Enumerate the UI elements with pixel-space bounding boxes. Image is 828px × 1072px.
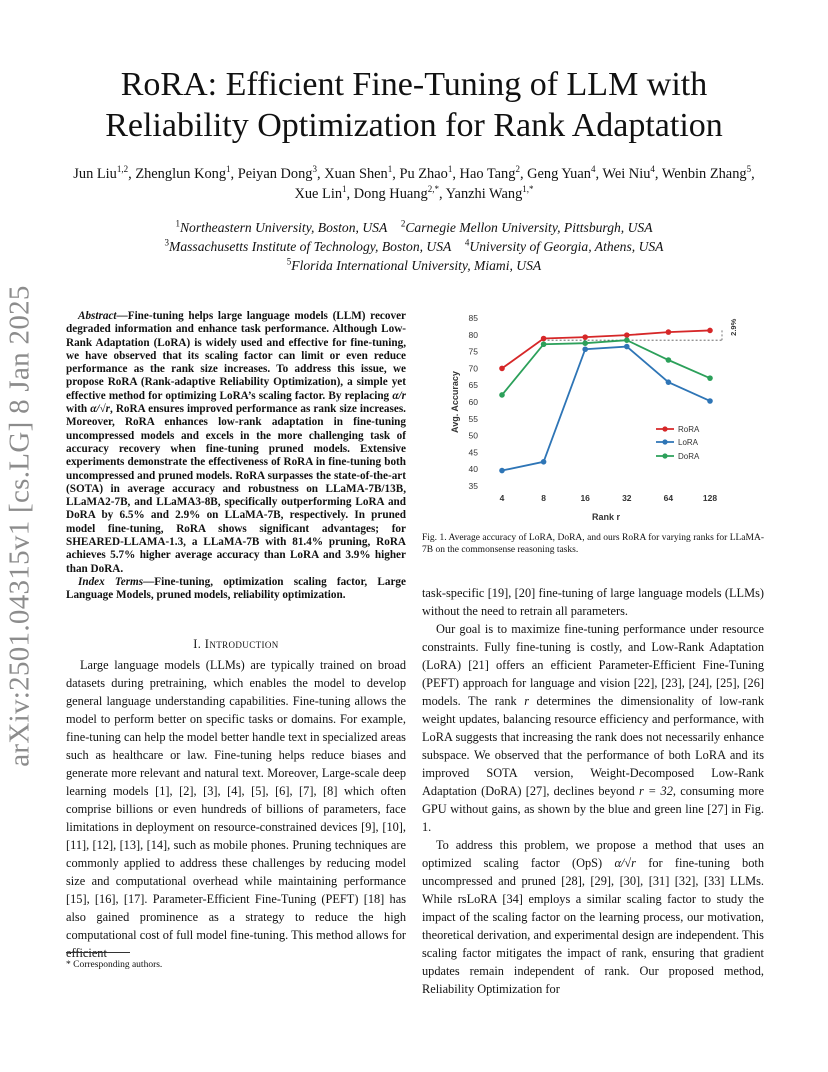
x-tick-label: 128 (702, 493, 718, 503)
y-tick-label: 35 (468, 481, 478, 491)
author-name: Hao Tang (459, 166, 516, 182)
y-tick-label: 75 (468, 346, 478, 357)
affiliation-line (60, 218, 768, 237)
author-list: Jun Liu$^{1,2}$, Zhenglun Kong$^1$, Peiyan Dong$^3$, Xuan Shen$^1$, Pu Zhao$^1$, Hao Tang$^2$, Geng Yuan$^4$, Wei Niu$^4$, Wenbin Zhang$^5$, Xue Lin$^1$, Dong Huang$^{2,*}$, Yanzhi Wang$^{1,*}$ (73, 164, 755, 202)
rora-data-point (499, 366, 505, 372)
intro-paragraph-1: Large language models (LLMs) are typically trained on broad datasets during pretraining, which enables the model to develop general language understanding capabilities. Fine-tuning allows the model to perform better on specific tasks or domains. For example, fine-tuning can help the model better handle text in specialized areas such as healthcare or law. Fine-tuning helps reduce biases and generate more relevant and natural text. Moreover, Large-scale deep learning models [1], [2], [3], [4], [5], [6], [7], [8] which often comprise billions or even hundreds of billions of parameters, face limitations in deployment on resource-constrained devices [9], [10], [11], [12], [13], [14], such as mobile phones. Pruning techniques are commonly applied to address these challenges by reducing model size and computational overhead while maintaining performance [15], [16], [17]. Parameter-Efficient Fine-Tuning (PEFT) [18] has also gained prominence as a strategy to reduce the high computational cost of full model fine-tuning. This method allows for efficient (66, 658, 406, 960)
figure-caption: Fig. 1. Average accuracy of LoRA, DoRA, and ours RoRA for varying ranks for LLaMA-7B on the commonsense reasoning tasks. (422, 533, 764, 555)
rora-series-line (502, 330, 710, 368)
accuracy-line-chart (436, 308, 756, 530)
gap-annotation: 2.9% (729, 318, 738, 336)
author-affiliation-mark: 1,2 (116, 164, 129, 175)
rora-data-point (707, 328, 713, 334)
y-tick-label: 70 (468, 363, 478, 374)
x-tick-label: 16 (580, 493, 590, 503)
author-name: Wenbin Zhang (661, 166, 747, 182)
right-p1-rank-symbol: r (524, 694, 529, 708)
lora-data-point (666, 379, 672, 385)
author-name: Pu Zhao (399, 166, 448, 182)
author-affiliation-mark: 1 (387, 164, 393, 175)
rora-data-point (624, 332, 630, 338)
affiliation-mark: 2 (400, 218, 406, 229)
arxiv-stamp (2, 285, 38, 767)
y-tick-label: 65 (468, 380, 478, 391)
rora-data-point (541, 336, 547, 342)
lora-data-point (707, 398, 713, 404)
y-tick-label: 60 (468, 397, 478, 407)
affiliation-mark: 1 (175, 218, 180, 229)
x-tick-label: 4 (499, 493, 505, 503)
lora-data-point (582, 346, 588, 352)
right-p1-equation: r = 32 (638, 784, 673, 798)
affiliation-name: Carnegie Mellon University, Pittsburgh, USA (405, 220, 653, 235)
y-tick-label: 40 (468, 464, 478, 475)
y-tick-label: 55 (468, 413, 478, 424)
affiliation-mark: 4 (464, 237, 470, 248)
author-name: Wei Niu (602, 166, 651, 182)
affiliation-list (60, 218, 768, 275)
dora-data-point (666, 357, 672, 363)
abstract-text-2: , RoRA ensures improved performance as rank size increases. Moreover, RoRA enhances low-rank adaptation in fine-tuning uncompressed models and excels in the more challenging task of accuracy recovery when fine-tuning pruned models. Extensive experiments demonstrate the effectiveness of RoRA in fine-tuning both uncompressed and pruned models. RoRA surpasses the state-of-the-art (SOTA) in average accuracy and robustness on LLaMA-7B/13B, LLaMA2-7B, and LLaMA3-8B, specifically outperforming LoRA and DoRA by 6.5% and 2.9% on LLaMA-7B, respectively. In pruned model fine-tuning, RoRA shows significant advantages; for SHEARED-LLAMA-1.3, a LLaMA-7B with 81.4% pruning, RoRA achieves 5.7% higher average accuracy than LoRA and 3.9% higher than DoRA. (66, 403, 406, 575)
author-affiliation-mark: 4 (650, 164, 655, 175)
affiliation-name: Northeastern University, Boston, USA (179, 220, 388, 235)
rora-legend-label: RoRA (678, 425, 700, 434)
lora-data-point (499, 468, 505, 474)
affiliation-line (60, 237, 768, 256)
rora-data-point (666, 329, 672, 335)
right-p1-text-c: , consuming more GPU without gains, as shown by the blue and green line [27] in Fig. 1. (422, 784, 765, 834)
abstract-math-1: α/r (392, 389, 406, 402)
author-affiliation-mark: 4 (590, 164, 596, 175)
rora-data-point (582, 334, 588, 340)
author-affiliation-mark: 5 (746, 164, 752, 175)
right-column-body (422, 584, 764, 998)
author-name: Geng Yuan (527, 166, 591, 182)
affiliation-name: Florida International University, Miami, USA (291, 258, 542, 273)
right-p2-text-b: for fine-tuning both uncompressed and pruned [28], [29], [30], [31] [32], [33] LLMs. While rsLoRA [34] employs a similar scaling factor to study the impact of the scaling factor on the learning process, our motivation, theoretical derivation, and experimental design are independent. This scaling factor mitigates the impact of rank, ensuring that gradient updates remain independent of rank. Our proposed method, Reliability Optimization for (422, 856, 764, 996)
paper-title (0, 64, 828, 146)
x-axis-label: Rank r (591, 512, 621, 522)
y-tick-label: 45 (468, 447, 478, 458)
introduction-body (66, 656, 406, 962)
rora-legend-swatch-marker (662, 426, 667, 431)
author-name: Jun Liu (73, 166, 117, 182)
dora-data-point (499, 392, 505, 398)
abstract-math-2: α/√r (90, 403, 110, 416)
figure-1-chart (436, 308, 756, 530)
author-affiliation-mark: 2 (515, 164, 520, 175)
dora-data-point (707, 375, 713, 381)
arxiv-stamp-text: arXiv:2501.04315v1 [cs.LG] 8 Jan 2025 (3, 285, 36, 767)
abstract-text-1: —Fine-tuning helps large language models (LLM) recover degraded information and enhance task performance. Although Low-Rank Adaptation (LoRA) is widely used and effective for fine-tuning, we have observed that its scaling factor can limit or even reduce performance as the rank size increases. To address this issue, we propose RoRA (Rank-adaptive Reliability Optimization), a simple yet effective method for optimizing LoRA’s scaling factor. By replacing (66, 310, 406, 402)
dora-data-point (541, 341, 547, 347)
author-affiliation-mark: 2,* (427, 184, 439, 195)
affiliation-mark: 3 (164, 237, 170, 248)
lora-legend-label: LoRA (678, 438, 699, 447)
lora-data-point (624, 344, 630, 350)
dora-data-point (582, 340, 588, 346)
lora-data-point (541, 459, 547, 465)
abstract-label: Abstract (78, 310, 117, 322)
right-p1-text-a: Our goal is to maximize fine-tuning performance under resource constraints. Fully fine-tuning is costly, and Low-Rank Adaptation (LoRA) [21] offers an efficient Parameter-Efficient Fine-Tuning (PEFT) approach for language and vision [22], [23], [24], [25], [26] models. The rank (422, 622, 764, 708)
y-tick-label: 85 (468, 313, 478, 323)
author-name: Dong Huang (353, 186, 428, 202)
affiliation-name: University of Georgia, Athens, USA (469, 239, 664, 254)
dora-data-point (624, 337, 630, 343)
section-heading-introduction: I. Introduction (193, 637, 279, 651)
x-tick-label: 64 (663, 493, 674, 503)
abstract (66, 310, 406, 603)
author-affiliation-mark: 3 (312, 164, 317, 175)
dora-legend-swatch-marker (662, 453, 667, 458)
y-tick-label: 80 (468, 329, 478, 340)
author-name: Xuan Shen (324, 166, 388, 182)
author-name: Peiyan Dong (237, 166, 313, 182)
author-affiliation-mark: 1 (447, 164, 453, 175)
abstract-with: with (66, 403, 91, 416)
author-affiliation-mark: 1 (226, 164, 231, 175)
affiliation-line (60, 256, 768, 275)
author-name: Xue Lin (294, 186, 343, 202)
title-line-2: Reliability Optimization for Rank Adaptation (105, 107, 723, 144)
author-name: Yanzhi Wang (445, 186, 523, 202)
title-line-1: RoRA: Efficient Fine-Tuning of LLM with (120, 66, 708, 103)
lora-legend-swatch-marker (662, 439, 667, 444)
y-tick-label: 50 (468, 430, 478, 441)
right-p1-text-b: determines the dimensionality of low-rank weight updates, balancing resource efficiency and performance, with LoRA suggests that increasing the rank does not necessarily enhance subspace. We observed that the performance of both LoRA and its improved SOTA version, Weight-Decomposed Low-Rank Adaptation (DoRA) [27], declines beyond (422, 694, 764, 798)
right-p2-math: α/√r (614, 856, 636, 870)
affiliation-name: Massachusetts Institute of Technology, Boston, USA (169, 239, 452, 254)
index-terms-label: Index Terms (78, 575, 144, 588)
affiliation-mark: 5 (286, 256, 292, 267)
author-affiliation-mark: 1,* (522, 184, 534, 195)
footnote: * Corresponding authors. (66, 960, 163, 970)
right-paragraph-1 (422, 620, 764, 836)
footnote-rule (66, 952, 130, 953)
right-paragraph-0: task-specific [19], [20] fine-tuning of large language models (LLMs) without the need to retrain all parameters. (422, 586, 764, 618)
dora-legend-label: DoRA (678, 452, 700, 461)
y-axis-label: Avg. Accuracy (450, 371, 460, 433)
author-name: Zhenglun Kong (135, 166, 227, 182)
x-tick-label: 8 (541, 493, 546, 503)
author-affiliation-mark: 1 (342, 184, 347, 195)
right-paragraph-2 (422, 836, 764, 998)
index-terms-text: —Fine-tuning, optimization scaling factor, Large Language Models, pruned models, reliability optimization. (66, 575, 406, 602)
right-p2-text-a: To address this problem, we propose a method that uses an optimized scaling factor (OpS) (422, 838, 764, 870)
x-tick-label: 32 (622, 493, 632, 503)
